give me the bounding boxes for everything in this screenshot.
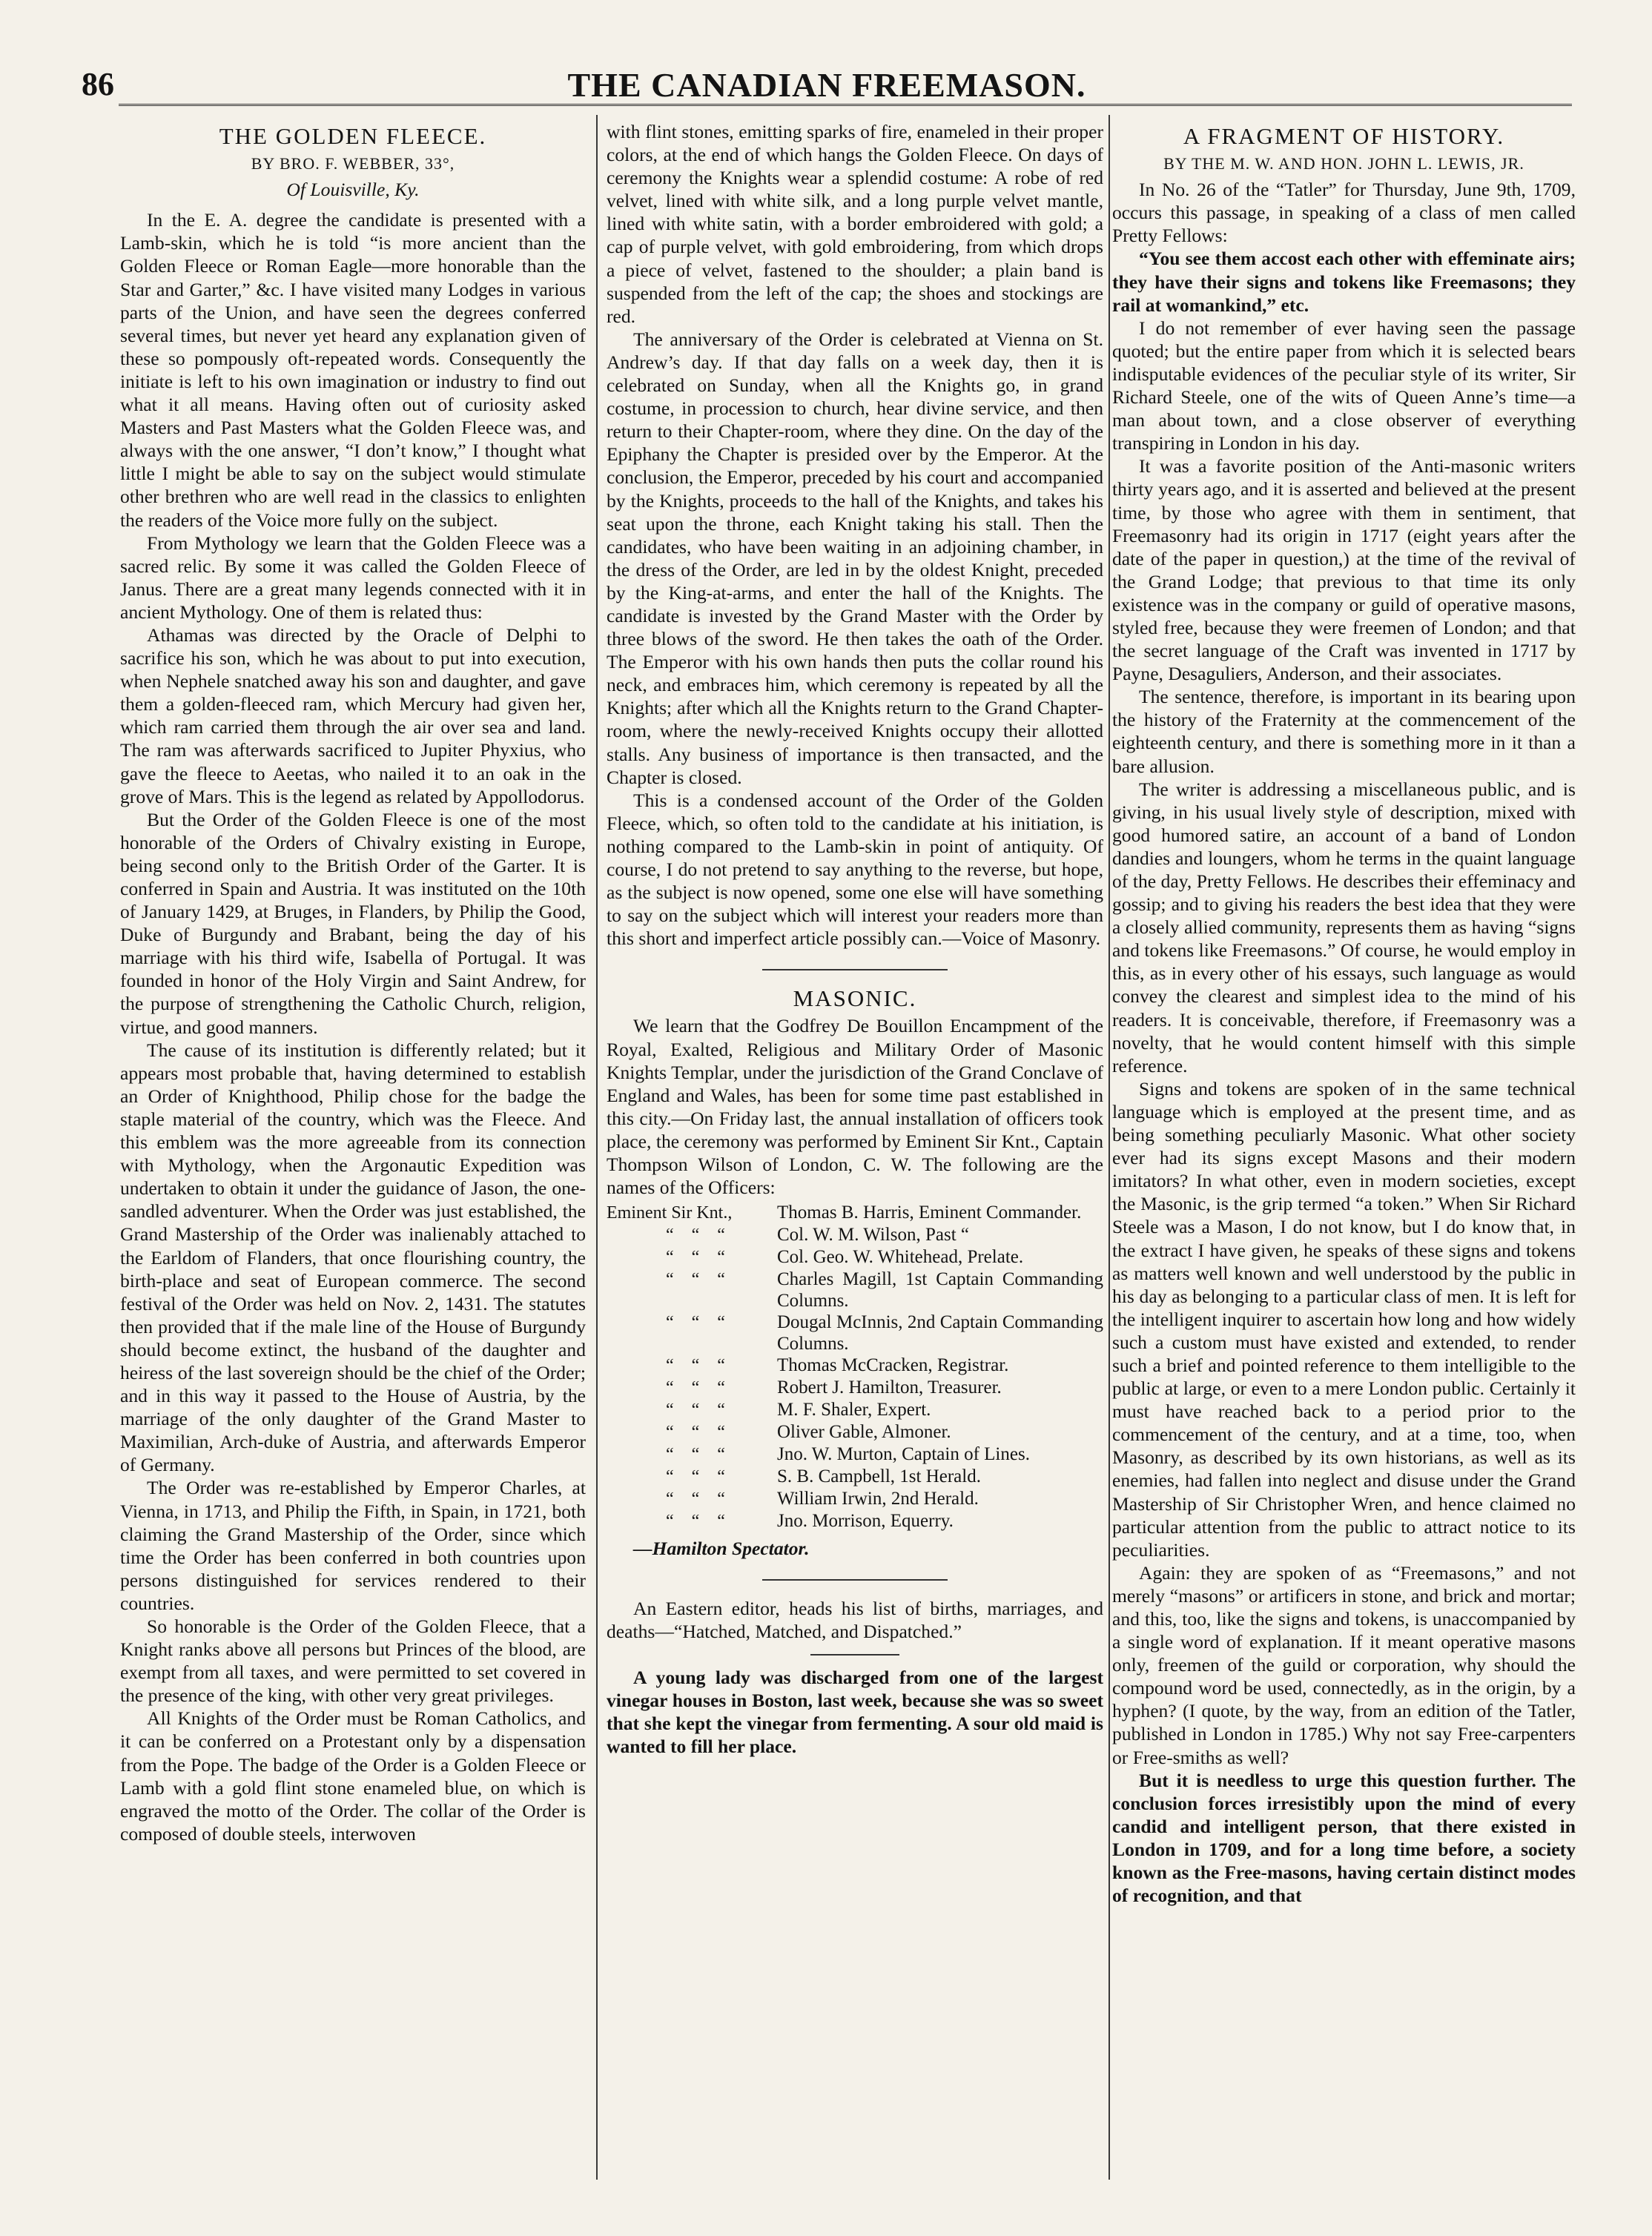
article-paragraph: with flint stones, emitting sparks of fire, enameled in their proper colors, at the end of which hangs the Golden Fleece. On days of ceremony the Knights wear a splendid costume: A robe of red velvet, lined with white silk, and a long purple velvet mantle, lined with white satin, with a border embroidered with gold; a cap of purple velvet, with gold embroidering, from which drops a piece of velvet, fastened to the shoulder; a plain band is suspended from the left of the cap; the shoes and stockings are red. xyxy=(607,121,1103,327)
article-paragraph: From Mythology we learn that the Golden Fleece was a sacred relic. By some it was called the Golden Fleece of Janus. There are a great many legends connected with it in ancient Mythology. One of them is related thus: xyxy=(120,532,586,623)
article-paragraph: The sentence, therefore, is important in its bearing upon the history of the Fraternity at the commencement of the eighteenth century, and there is something more in it than a bare allusion. xyxy=(1112,686,1576,777)
officer-row xyxy=(607,1268,1103,1312)
officers-list xyxy=(607,1202,1103,1532)
article-byline: BY BRO. F. WEBBER, 33°, xyxy=(251,154,455,173)
officer-name: Thomas B. Harris, Eminent Commander. xyxy=(777,1203,1082,1223)
article-paragraph: But it is needless to urge this question further. The conclusion forces irresistibly upon the mind of every candid and intelligent person, that there existed in London in 1709, and for a long time before, a society known as the Free-masons, having certain distinct modes of recognition, and that xyxy=(1112,1769,1576,1907)
officer-row xyxy=(607,1399,1103,1421)
article-paragraph: All Knights of the Order must be Roman Catholics, and it can be conferred on a Protestant only by a dispensation from the Pope. The badge of the Order is a Golden Fleece or Lamb with a gold flint stone enameled blue, on which is engraved the motto of the Order. The collar of the Order is composed of double steels, interwoven xyxy=(120,1707,586,1845)
quoted-passage: “You see them accost each other with effeminate airs; they have their signs and tokens like Freemasons; they rail at womankind,” etc. xyxy=(1112,248,1576,316)
officer-prefix: “ “ “ xyxy=(666,1489,725,1509)
officer-prefix: “ “ “ xyxy=(666,1356,725,1376)
masonic-paragraph: We learn that the Godfrey De Bouillon Encampment of the Royal, Exalted, Religious and Military Order of Masonic Knights Templar, under the jurisdiction of the Grand Conclave of England and Wales, has been for some time past established in this city.—On Friday last, the annual installation of officers took place, the ceremony was performed by Eminent Sir Knt., Captain Thompson Wilson of London, C. W. The following are the names of the Officers: xyxy=(607,1015,1103,1199)
officer-row xyxy=(607,1224,1103,1246)
officer-name: Jno. W. Murton, Captain of Lines. xyxy=(777,1444,1030,1465)
masonic-title: MASONIC. xyxy=(793,985,917,1012)
article-paragraph: The writer is addressing a miscellaneous public, and is giving, in his usual lively style of description, mixed with good humored satire, an account of a band of London dandies and loungers, whom he terms in the quaint language of the day, Pretty Fellows. He describes their effeminacy and gossip; and to giving his readers the best idea that they were a closely allied community, represents them as having “signs and tokens like Freemasons.” Of course, he would employ in this, as in every other of his essays, such language as would convey the clearest and simplest idea to the mind of his readers. It is conceivable, therefore, if Freemasonry was a novelty, that he would content himself with this simple reference. xyxy=(1112,778,1576,1076)
officer-name: Oliver Gable, Almoner. xyxy=(777,1422,951,1443)
article-paragraph: It was a favorite position of the Anti-masonic writers thirty years ago, and it is asserted and believed at the present time, by those who agree with them in sentiment, that Freemasonry had its origin in 1717 (eight years after the date of the paper in question,) at the time of the revival of the Grand Lodge; that previous to that time its only existence was in the company or guild of operative masons, styled free, because they were freemen of London; and that the secret language of the Craft was invented in 1717 by Payne, Desaguliers, Anderson, and their associates. xyxy=(1112,455,1576,685)
officer-prefix: “ “ “ xyxy=(666,1378,725,1398)
column-divider xyxy=(1109,115,1110,2180)
article-paragraph: But the Order of the Golden Fleece is one of the most honorable of the Orders of Chivalry existing in Europe, being second only to the British Order of the Garter. It is conferred in Spain and Austria. It was instituted on the 10th of January 1429, at Bruges, in Flanders, by Philip the Good, Duke of Burgundy and Brabant, being the day of his marriage with his third wife, Isabella of Portugal. It was founded in honor of the Holy Virgin and Saint Andrew, for the purpose of strengthening the Catholic Church, religion, virtue, and good manners. xyxy=(120,808,586,1038)
officer-row xyxy=(607,1488,1103,1510)
officer-prefix: “ “ “ xyxy=(666,1248,725,1268)
page-header xyxy=(82,65,1572,117)
officer-row xyxy=(607,1312,1103,1354)
article-paragraph: So honorable is the Order of the Golden Fleece, that a Knight ranks above all persons but Princes of the blood, are exempt from all taxes, and were permitted to set covered in the presence of the king, with other very great privileges. xyxy=(120,1615,586,1707)
officer-prefix: “ “ “ xyxy=(666,1226,725,1246)
article-paragraph: In No. 26 of the “Tatler” for Thursday, June 9th, 1709, occurs this passage, in speaking of a class of men called Pretty Fellows: xyxy=(1112,179,1576,247)
section-rule xyxy=(762,1579,948,1581)
article-byline: BY THE M. W. AND HON. JOHN L. LEWIS, JR. xyxy=(1163,154,1524,173)
officer-prefix: “ “ “ xyxy=(666,1400,725,1420)
article-paragraph: Again: they are spoken of as “Freemasons,” and not merely “masons” or artificers in stone, and brick and mortar; and this, too, like the signs and tokens, is unaccompanied by a single word of explanation. If it meant operative masons only, freemen of the guild or corporation, why should the compound word be used, connectedly, as in the origin, by a hyphen? (I quote, by the way, from an edition of the Tatler, published in London in 1785.) Why not say Free-carpenters or Free-smiths as well? xyxy=(1112,1561,1576,1768)
officer-prefix: “ “ “ xyxy=(666,1270,725,1290)
column-fragment-of-history xyxy=(1112,120,1576,2196)
officer-name: Charles Magill, 1st Captain Commanding Columns. xyxy=(777,1269,1103,1312)
officer-row xyxy=(607,1466,1103,1488)
article-paragraph: In the E. A. degree the candidate is presented with a Lamb-skin, which he is told “is more ancient than the Golden Fleece or Roman Eagle—more honorable than the Star and Garter,” &c. I have visited many Lodges in various parts of the Union, and have seen the degrees conferred several times, but never yet heard any explanation given of these so pompously oft-repeated words. Consequently the initiate is left to his own imagination or industry to find out what it all means. Having often out of curiosity asked Masters and Past Masters what the Golden Fleece was, and always with the one answer, “I don’t know,” I thought what little I might be able to say on the subject would stimulate other brethren who are well read in the classics to enlighten the readers of the Voice more fully on the subject. xyxy=(120,209,586,531)
officer-name: Jno. Morrison, Equerry. xyxy=(777,1511,954,1532)
officer-name: William Irwin, 2nd Herald. xyxy=(777,1489,979,1509)
officer-prefix: Eminent Sir Knt., xyxy=(607,1203,733,1223)
officer-name: Robert J. Hamilton, Treasurer. xyxy=(777,1377,1002,1398)
officer-name: M. F. Shaler, Expert. xyxy=(777,1400,931,1420)
article-title: THE GOLDEN FLEECE. xyxy=(219,123,487,149)
officer-prefix: “ “ “ xyxy=(666,1445,725,1465)
column-middle xyxy=(607,120,1103,2196)
column-golden-fleece xyxy=(120,120,586,2196)
officer-row xyxy=(607,1510,1103,1532)
article-paragraph: The Order was re-established by Emperor Charles, at Vienna, in 1713, and Philip the Fifth, in Spain, in 1721, both claiming the Grand Mastership of the Order, since which time the Order has been conferred in both countries upon persons distinguished for services rendered to their countries. xyxy=(120,1477,586,1614)
officer-prefix: “ “ “ xyxy=(666,1313,725,1333)
officer-row xyxy=(607,1421,1103,1443)
header-rule xyxy=(119,104,1572,106)
officer-name: Col. W. M. Wilson, Past “ xyxy=(777,1225,969,1246)
editor-paragraph: An Eastern editor, heads his list of births, marriages, and deaths—“Hatched, Matched, and Dispatched.” xyxy=(607,1598,1103,1643)
article-paragraph: Signs and tokens are spoken of in the same technical language which is employed at the present time, and as being something peculiarly Masonic. What other society ever had its signs except Masons and their modern imitators? In what other, even in modern societies, except the Masonic, is the grip termed “a token.” When Sir Richard Steele was a Mason, I do not know, but I do know that, in the extract I have given, he speaks of these signs and tokens as matters well known and well understood by the public in his day as belonging to a particular class of men. It is left for the intelligent inquirer to ascertain how long and how widely such a custom must have existed and extended, to render such a brief and pointed reference to them intelligible to the public at large, or even to a mere London public. Certainly it must have reached back to a period prior to the commencement of the century, and at a time, too, when Masonry, as described by its own historians, as well as its enemies, had fallen into neglect and disuse under the Grand Mastership of Sir Christopher Wren, and hence claimed no particular attention from the public to attract notice to its peculiarities. xyxy=(1112,1077,1576,1561)
article-paragraph: Athamas was directed by the Oracle of Delphi to sacrifice his son, which he was about to put into execution, when Nephele snatched away his son and daughter, and gave them a golden-fleeced ram, which Mercury had given her, which ram carried them through the air over sea and land. The ram was afterwards sacrificed to Jupiter Phyxius, who gave the fleece to Aeetas, who nailed it to an oak in the grove of Mars. This is the legend as related by Appollodorus. xyxy=(120,624,586,807)
section-rule xyxy=(810,1654,899,1656)
officer-name: S. B. Campbell, 1st Herald. xyxy=(777,1466,981,1487)
officer-row xyxy=(607,1377,1103,1399)
article-title: A FRAGMENT OF HISTORY. xyxy=(1183,123,1505,149)
officer-row xyxy=(607,1354,1103,1377)
officer-name: Thomas McCracken, Registrar. xyxy=(777,1355,1009,1376)
officer-row xyxy=(607,1246,1103,1268)
officer-name: Dougal McInnis, 2nd Captain Commanding Columns. xyxy=(777,1312,1103,1354)
article-paragraph: This is a condensed account of the Order of the Golden Fleece, which, so often told to the candidate at his initiation, is nothing compared to the Lamb-skin in point of antiquity. Of course, I do not pretend to say anything to the reverse, but hope, as the subject is now opened, some one else will have something to say on the subject which will interest your readers more than this short and imperfect article possibly can.—Voice of Masonry. xyxy=(607,789,1103,950)
officer-prefix: “ “ “ xyxy=(666,1467,725,1487)
article-location: Of Louisville, Ky. xyxy=(286,179,420,201)
article-paragraph: I do not remember of ever having seen the passage quoted; but the entire paper from which it is selected bears indisputable evidences of the peculiar style of its writer, Sir Richard Steele, one of the wits of Queen Anne’s time—a man about town, and a close observer of everything transpiring in London in his day. xyxy=(1112,317,1576,454)
officer-row xyxy=(607,1202,1103,1224)
page-number: 86 xyxy=(82,66,114,102)
article-paragraph: The cause of its institution is differently related; but it appears most probable that, having determined to establish an Order of Knighthood, Philip chose for the badge the staple material of the country, which was the Fleece. And this emblem was the more agreeable from its connection with Mythology, when the Argonautic Expedition was undertaken to obtain it under the guidance of Jason, the one-sandled adventurer. When the Order was just established, the Grand Mastership of the Order was inalienably attached to the Earldom of Flanders, that once flourishing country, the birth-place and seat of European commerce. The second festival of the Order was held on Nov. 2, 1431. The statutes then provided that if the male line of the House of Burgundy should become extinct, the husband of the daughter and heiress of the last sovereign should be the chief of the Order; and in this way it passed to the House of Austria, by the marriage of the only daughter of the Grand Master to Maximilian, Arch-duke of Austria, and afterwards Emperor of Germany. xyxy=(120,1039,586,1476)
officer-prefix: “ “ “ xyxy=(666,1512,725,1532)
column-divider xyxy=(596,115,598,2180)
attribution: —Hamilton Spectator. xyxy=(633,1538,810,1560)
section-rule xyxy=(762,969,948,970)
vinegar-paragraph: A young lady was discharged from one of the largest vinegar houses in Boston, last week, because she was so sweet that she kept the vinegar from fermenting. A sour old maid is wanted to fill her place. xyxy=(607,1666,1103,1757)
officer-row xyxy=(607,1443,1103,1466)
article-paragraph: The anniversary of the Order is celebrated at Vienna on St. Andrew’s day. If that day falls on a week day, then it is celebrated on Sunday, when all the Knights go, in grand costume, in procession to church, hear divine service, and then return to their Chapter-room, where they dine. On the day of the Epiphany the Chapter is presided over by the Emperor. At the conclusion, the Emperor, preceded by his court and accompanied by the Knights, proceeds to the hall of the Knights, and takes his seat upon the throne, each Knight taking his stall. Then the candidates, who have been waiting in an adjoining chamber, in the dress of the Order, are led in by the oldest Knight, preceded by the King-at-arms, and enter the hall of the Knights. The candidate is invested by the Grand Master with the Order by three blows of the sword. He then takes the oath of the Order. The Emperor with his own hands then puts the collar round his neck, and embraces him, which ceremony is repeated by all the Knights; after which all the Knights return to the Grand Chapter-room, where the newly-received Knights occupy their allotted stalls. Any business of importance is then transacted, and the Chapter is closed. xyxy=(607,328,1103,788)
officer-prefix: “ “ “ xyxy=(666,1423,725,1443)
running-title: THE CANADIAN FREEMASON. xyxy=(567,66,1086,104)
officer-name: Col. Geo. W. Whitehead, Prelate. xyxy=(777,1247,1024,1268)
